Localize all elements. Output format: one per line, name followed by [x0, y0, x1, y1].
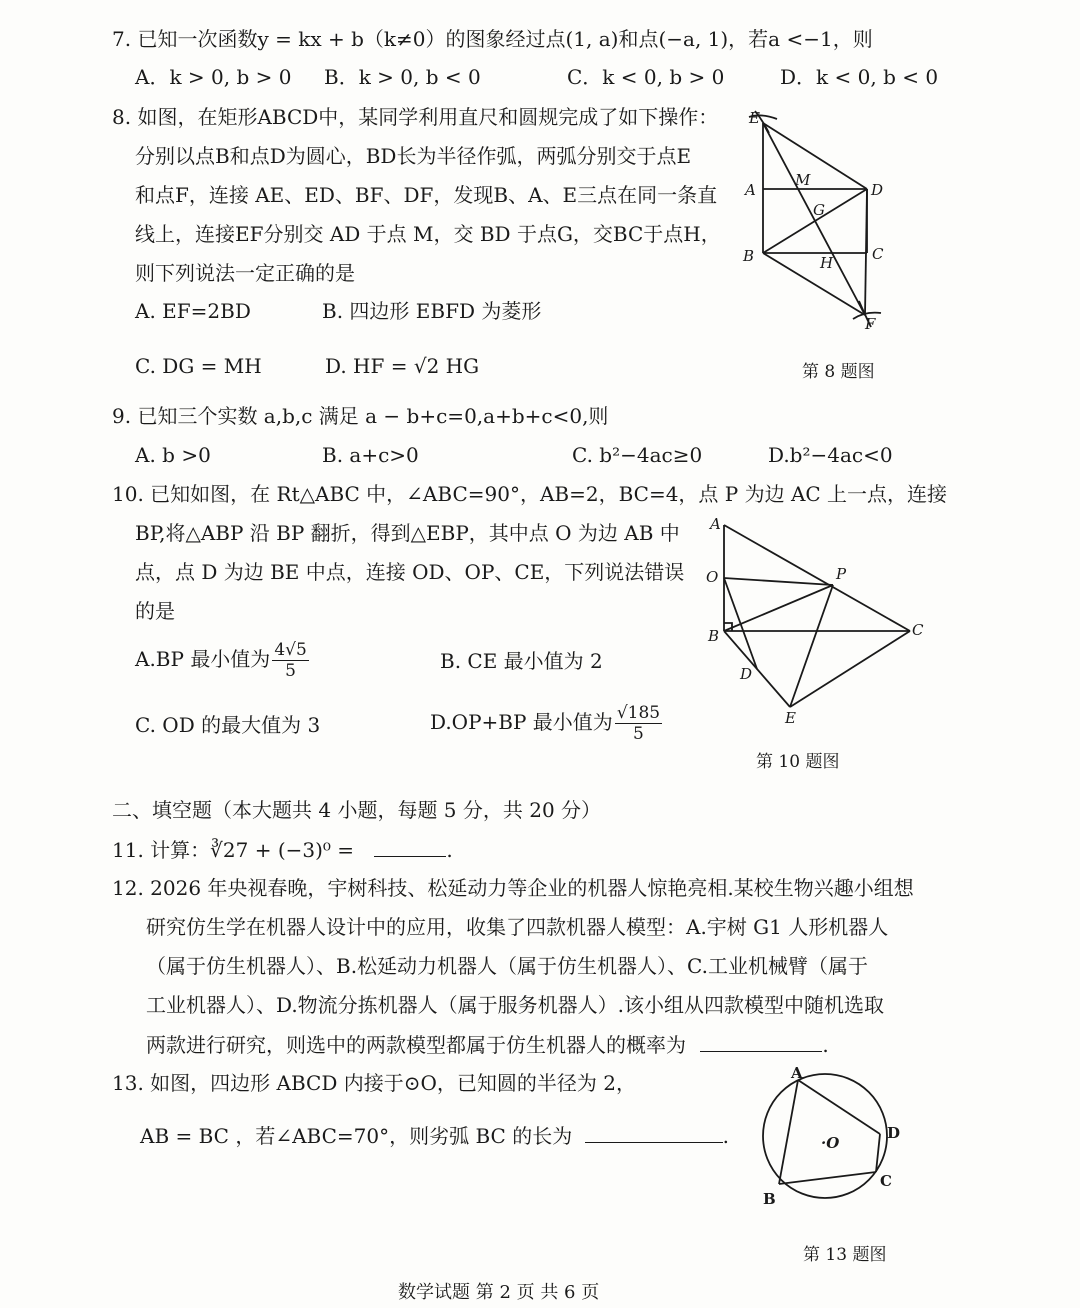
- q9-option-a: A. b >0: [135, 443, 211, 467]
- q7-option-b: B．k > 0, b < 0: [324, 65, 481, 89]
- q9-stem: 9. 已知三个实数 a,b,c 满足 a − b+c=0,a+b+c<0,则: [112, 404, 609, 428]
- q10-line-4: 的是: [135, 599, 175, 623]
- q12-end: .: [822, 1033, 829, 1057]
- q13-line-2: [140, 1122, 729, 1149]
- label-C: C: [912, 621, 924, 639]
- line-OP: [724, 578, 833, 585]
- q10-figure: [700, 515, 930, 730]
- line-AC: [724, 525, 910, 631]
- page-footer: 数学试题 第 2 页 共 6 页: [398, 1282, 600, 1303]
- q12-line-5: [146, 1031, 829, 1058]
- q8-option-c: C. DG = MH: [135, 354, 262, 378]
- q10-option-a: [135, 640, 309, 681]
- label-O: ·O: [821, 1134, 840, 1152]
- q12-line-3: （属于仿生机器人）、B.松延动力机器人（属于仿生机器人）、C.工业机械臂（属于: [146, 954, 869, 978]
- q10-option-a-fraction: [272, 640, 308, 681]
- label-P: P: [836, 565, 847, 583]
- line-EC: [790, 631, 910, 707]
- q10-option-d-text: D.OP+BP 最小值为: [430, 710, 613, 734]
- label-F: F: [865, 315, 876, 333]
- q11-text: 11. 计算：∛27 + (−3)⁰ =: [112, 838, 355, 862]
- q13-answer-blank[interactable]: [585, 1122, 723, 1143]
- label-B: B: [743, 247, 755, 265]
- q13-figure: [755, 1060, 915, 1210]
- q10-option-c: C. OD 的最大值为 3: [135, 713, 321, 737]
- q10-option-b: B. CE 最小值为 2: [440, 649, 603, 673]
- q8-figure: [735, 105, 905, 335]
- q8-caption: 第 8 题图: [802, 362, 875, 382]
- label-C: C: [872, 245, 884, 263]
- label-A: A: [710, 515, 721, 533]
- q10-option-a-numerator: 4√5: [274, 640, 307, 660]
- q12-line-2: 研究仿生学在机器人设计中的应用，收集了四款机器人模型：A.宇树 G1 人形机器人: [146, 915, 889, 939]
- q12-line-4: 工业机器人）、D.物流分拣机器人（属于服务机器人）.该小组从四款模型中随机选取: [146, 993, 885, 1017]
- line-ED: [763, 123, 867, 189]
- q8-line-5: 则下列说法一定正确的是: [135, 261, 355, 285]
- q12-line-1: 12. 2026 年央视春晚，宇树科技、松延动力等企业的机器人惊艳亮相.某校生物兴趣小组想: [112, 876, 914, 900]
- q10-line-1: 10. 已知如图，在 Rt△ABC 中，∠ABC=90°，AB=2，BC=4，点 P 为边 AC 上一点，连接: [112, 482, 948, 506]
- q7-stem: 7. 已知一次函数y = kx + b（k≠0）的图象经过点(1, a)和点(−a, 1)，若a <−1，则: [112, 27, 873, 51]
- label-D: D: [871, 181, 884, 199]
- q10-line-2: BP,将△ABP 沿 BP 翻折，得到△EBP，其中点 O 为边 AB 中: [135, 521, 680, 545]
- line-AB: [779, 1080, 798, 1184]
- q8-line-3: 和点F，连接 AE、ED、BF、DF，发现B、A、E三点在同一条直: [135, 183, 718, 207]
- q9-option-c: C. b²−4ac≥0: [572, 443, 703, 467]
- q10-option-d-numerator: √185: [616, 703, 661, 723]
- line-BC: [779, 1172, 876, 1184]
- label-E: E: [785, 709, 796, 727]
- line-EF: [763, 123, 865, 315]
- label-D: D: [740, 665, 753, 683]
- label-O: O: [706, 568, 719, 586]
- q7-option-d: D．k < 0, b < 0: [780, 65, 939, 89]
- q12-answer-blank[interactable]: [700, 1031, 822, 1052]
- line-BF: [763, 253, 865, 315]
- label-A: A: [745, 181, 756, 199]
- label-G: G: [813, 201, 825, 219]
- line-AD: [798, 1080, 880, 1134]
- q10-option-d-denominator: 5: [633, 724, 644, 744]
- line-DF: [865, 189, 867, 315]
- q13-caption: 第 13 题图: [803, 1245, 887, 1265]
- q7-option-a: A．k > 0, b > 0: [135, 65, 292, 89]
- label-M: M: [795, 171, 811, 189]
- q8-option-d: D. HF = √2 HG: [325, 354, 480, 378]
- q9-option-b: B. a+c>0: [322, 443, 419, 467]
- q13-end: .: [722, 1124, 729, 1148]
- q9-option-d: D.b²−4ac<0: [768, 443, 893, 467]
- q8-line-4: 线上，连接EF分别交 AD 于点 M，交 BD 于点G，交BC于点H，: [135, 222, 721, 246]
- q8-line-2: 分别以点B和点D为圆心，BD长为半径作弧，两弧分别交于点E: [135, 144, 692, 168]
- q11: [112, 836, 453, 863]
- q11-answer-blank[interactable]: [374, 836, 446, 857]
- q10-option-d: [430, 703, 662, 744]
- q10-option-a-text: A.BP 最小值为: [135, 647, 271, 671]
- q10-caption: 第 10 题图: [756, 752, 840, 772]
- q8-option-b: B. 四边形 EBFD 为菱形: [322, 299, 542, 323]
- q10-line-3: 点，点 D 为边 BE 中点，连接 OD、OP、CE，下列说法错误: [135, 560, 685, 584]
- line-BD: [763, 189, 867, 253]
- label-B: B: [708, 627, 720, 645]
- label-H: H: [820, 254, 834, 272]
- q10-option-d-fraction: [615, 703, 662, 744]
- label-E: E: [749, 109, 760, 127]
- q10-option-a-denominator: 5: [285, 661, 296, 681]
- q8-option-a: A. EF=2BD: [135, 299, 251, 323]
- label-D: D: [887, 1124, 901, 1142]
- section-2-heading: 二、填空题（本大题共 4 小题，每题 5 分，共 20 分）: [112, 798, 602, 822]
- q13-line-2-text: AB = BC ，若∠ABC=70°，则劣弧 BC 的长为: [140, 1124, 573, 1148]
- label-A: A: [791, 1064, 803, 1082]
- q8-line-1: 8. 如图，在矩形ABCD中，某同学利用直尺和圆规完成了如下操作：: [112, 105, 719, 129]
- q7-option-c: C．k < 0, b > 0: [567, 65, 725, 89]
- line-EP: [790, 585, 833, 707]
- label-B: B: [763, 1190, 776, 1208]
- q13-line-1: 13. 如图，四边形 ABCD 内接于⊙O，已知圆的半径为 2，: [112, 1071, 636, 1095]
- q12-line-5-text: 两款进行研究，则选中的两款模型都属于仿生机器人的概率为: [146, 1033, 686, 1057]
- label-C: C: [880, 1172, 892, 1190]
- q11-end: .: [446, 838, 453, 862]
